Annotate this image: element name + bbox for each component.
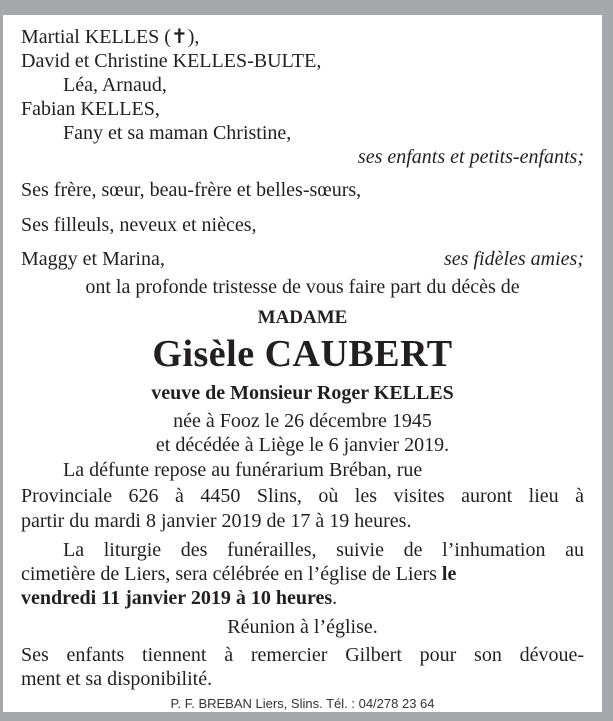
death-line: et décédée à Liège le 6 janvier 2019. [155,434,450,456]
period: . [332,587,338,609]
liturgy-bold: le [441,563,457,585]
friends-line: Maggy et Marina, [21,248,165,270]
family-line: Fany et sa maman Christine, [63,122,292,144]
siblings-line: Ses frère, sœur, beau-frère et belles-sœurs, [21,179,362,201]
obituary-notice [3,15,602,712]
repose-line: Provinciale 626 à 4450 Slins, où les visites auront lieu à [21,485,584,507]
liturgy-date: vendredi 11 janvier 2019 à 10 heures [21,587,333,609]
family-role: ses enfants et petits-enfants; [357,146,584,168]
family-line: Martial KELLES (✝), [21,26,200,48]
friends-role: ses fidèles amies; [444,248,584,270]
deceased-name: Gisèle CAUBERT [152,333,453,375]
announcement: ont la profonde tristesse de vous faire part du décès de [85,276,520,298]
widow-line: veuve de Monsieur Roger KELLES [151,382,454,404]
funeral-home-footer: P. F. BREBAN Liers, Slins. Tél. : 04/278 23 64 [170,696,435,711]
thanks-line: ment et sa disponibilité. [21,668,213,690]
family-line: Léa, Arnaud, [63,74,167,96]
birth-line: née à Fooz le 26 décembre 1945 [173,410,432,432]
family-line: David et Christine KELLES-BULTE, [21,50,322,72]
liturgy-line: cimetière de Liers, sera célébrée en l’église de Liers [21,563,437,585]
reunion-line: Réunion à l’église. [227,616,378,638]
liturgy-line: La liturgie des funérailles, suivie de l’inhumation au [63,539,584,561]
family-line: Fabian KELLES, [21,98,160,120]
title: MADAME [257,307,348,328]
thanks-line: Ses enfants tiennent à remercier Gilbert pour son dévoue- [21,644,584,666]
repose-line: La défunte repose au funérarium Bréban, rue [63,459,423,481]
repose-line: partir du mardi 8 janvier 2019 de 17 à 19 heures. [21,510,412,532]
godchildren-line: Ses filleuls, neveux et nièces, [21,214,257,236]
